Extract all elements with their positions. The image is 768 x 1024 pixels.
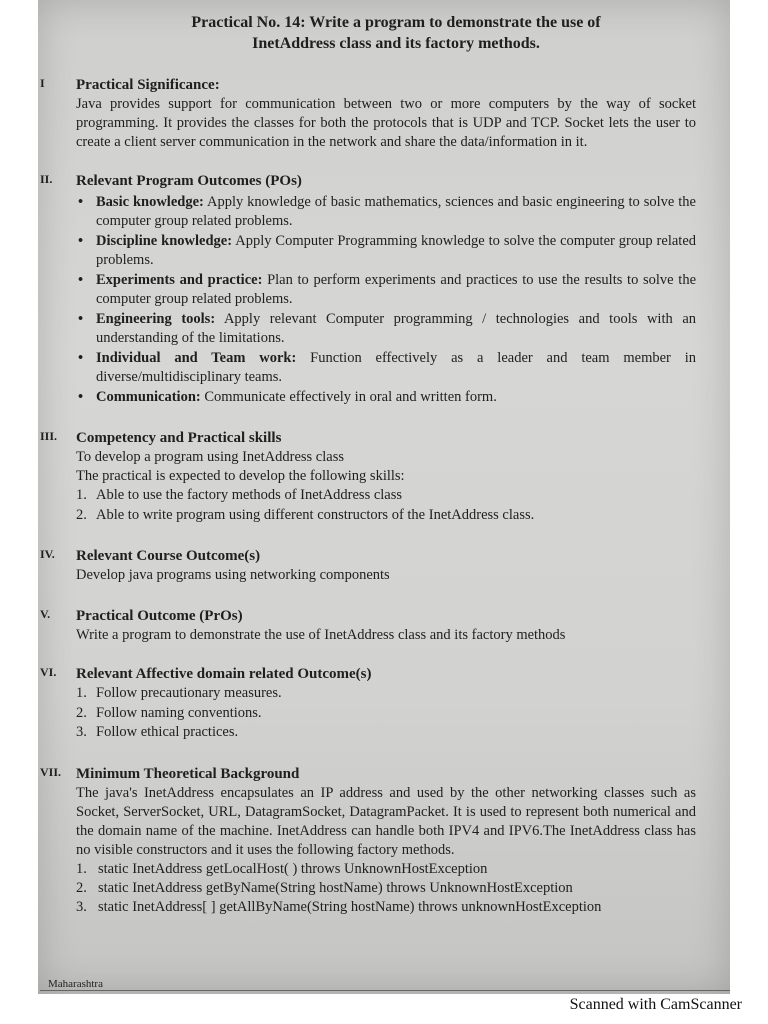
item-number: 3.: [76, 724, 87, 740]
item-text: Able to use the factory methods of InetAddress class: [96, 487, 403, 503]
section-practical-significance: [40, 76, 696, 152]
list-item: [78, 193, 696, 231]
bullet-icon: •: [78, 272, 84, 288]
outcome-text: Apply knowledge of basic mathematics, sciences and basic engineering to solve the computer group related problems.: [96, 194, 696, 229]
list-item: [78, 310, 696, 348]
page-title: [96, 12, 696, 54]
section-text: Java provides support for communication between two or more computers by the way of socket programming. It provides the classes for both the protocols that is UDP and TCP. Socket lets the user to create a client server communication in the network and share the data/information in it.: [76, 96, 696, 150]
outcome-text: Plan to perform experiments and practices to use the results to solve the computer group related problems.: [96, 272, 696, 307]
list-item: [76, 506, 696, 526]
scanner-watermark: Scanned with CamScanner: [569, 996, 742, 1013]
section-theoretical-background: [40, 764, 696, 917]
section-number: I: [40, 76, 45, 90]
section-heading: Relevant Program Outcomes (POs): [76, 173, 302, 189]
section-number: III.: [40, 429, 58, 443]
section-heading: Competency and Practical skills: [76, 430, 282, 446]
item-text: static InetAddress getByName(String hostName) throws UnknownHostException: [98, 879, 573, 896]
item-number: 2.: [76, 879, 87, 896]
list-item: [76, 860, 696, 879]
item-text: Follow naming conventions.: [96, 704, 262, 721]
section-line: To develop a program using InetAddress class: [76, 449, 344, 465]
bullet-icon: •: [78, 233, 84, 249]
page-footer: Maharashtra: [48, 978, 103, 990]
list-item: [76, 486, 696, 506]
section-program-outcomes: [40, 172, 697, 407]
document-content: [40, 0, 697, 917]
item-number: 3.: [76, 898, 87, 915]
affective-list: [76, 684, 696, 743]
section-heading: Relevant Affective domain related Outcome(s): [76, 666, 372, 682]
list-item: [78, 271, 696, 309]
list-item: [78, 388, 696, 407]
outcome-text: Function effectively as a leader and team member in diverse/multidisciplinary teams.: [96, 350, 696, 385]
list-item: [78, 349, 696, 387]
title-line-2: InetAddress class and its factory methods.: [252, 35, 540, 52]
list-item: [76, 879, 696, 898]
section-practical-outcome: [40, 607, 696, 645]
section-text: Develop java programs using networking components: [76, 567, 390, 583]
section-heading: Relevant Course Outcome(s): [76, 548, 261, 564]
item-text: static InetAddress getLocalHost( ) throws UnknownHostException: [98, 860, 488, 877]
section-number: IV.: [40, 547, 55, 561]
bullet-icon: •: [78, 194, 84, 210]
outcomes-list: [76, 193, 696, 407]
list-item: [76, 723, 696, 743]
section-heading: Minimum Theoretical Background: [76, 765, 300, 782]
section-number: II.: [40, 172, 53, 186]
bullet-icon: •: [78, 350, 84, 366]
item-text: Able to write program using different constructors of the InetAddress class.: [96, 506, 535, 523]
list-item: [76, 684, 696, 704]
item-number: 2.: [76, 506, 87, 523]
list-item: [78, 232, 696, 270]
section-heading: Practical Significance:: [76, 77, 220, 93]
factory-methods-list: [76, 860, 696, 917]
section-competency: [40, 429, 696, 525]
bullet-icon: •: [78, 389, 84, 405]
outcome-term: Communication:: [96, 389, 201, 405]
section-course-outcomes: [40, 547, 696, 585]
item-text: Follow ethical practices.: [96, 724, 239, 740]
item-number: 1.: [76, 487, 87, 503]
section-affective-outcomes: [40, 665, 696, 743]
outcome-text: Communicate effectively in oral and written form.: [200, 389, 497, 405]
list-item: [76, 898, 696, 917]
title-line-1: Practical No. 14: Write a program to demonstrate the use of: [191, 14, 601, 31]
item-number: 1.: [76, 685, 87, 701]
bullet-icon: •: [78, 311, 84, 327]
outcome-term: Experiments and practice:: [96, 272, 263, 288]
item-number: 2.: [76, 704, 87, 721]
list-item: [76, 704, 696, 724]
section-number: VII.: [40, 764, 62, 779]
outcome-term: Discipline knowledge:: [96, 233, 233, 249]
section-text: The java's InetAddress encapsulates an IP address and used by the other networking classes such as Socket, ServerSocket, URL, DatagramSocket, DatagramPacket. It is used to represent both numerical and the domain name of the machine. InetAddress can handle both IPV4 and IPV6.The InetAddress class has no visible constructors and it uses the following factory methods.: [76, 784, 696, 858]
item-text: static InetAddress[ ] getAllByName(String hostName) throws unknownHostException: [98, 898, 602, 915]
outcome-text: Apply relevant Computer programming / technologies and tools with an understanding of the limitations.: [96, 311, 697, 346]
section-number: V.: [40, 607, 51, 621]
outcome-text: Apply Computer Programming knowledge to solve the computer group related problems.: [96, 233, 697, 268]
outcome-term: Basic knowledge:: [96, 194, 204, 210]
section-line: The practical is expected to develop the following skills:: [76, 468, 405, 484]
footer-rule: [40, 990, 730, 991]
item-text: Follow precautionary measures.: [96, 685, 282, 701]
item-number: 1.: [76, 860, 87, 877]
outcome-term: Individual and Team work:: [96, 350, 297, 366]
section-text: Write a program to demonstrate the use of InetAddress class and its factory methods: [76, 627, 566, 643]
skills-list: [76, 486, 696, 525]
outcome-term: Engineering tools:: [96, 311, 216, 327]
section-heading: Practical Outcome (PrOs): [76, 608, 243, 624]
section-number: VI.: [40, 665, 57, 679]
